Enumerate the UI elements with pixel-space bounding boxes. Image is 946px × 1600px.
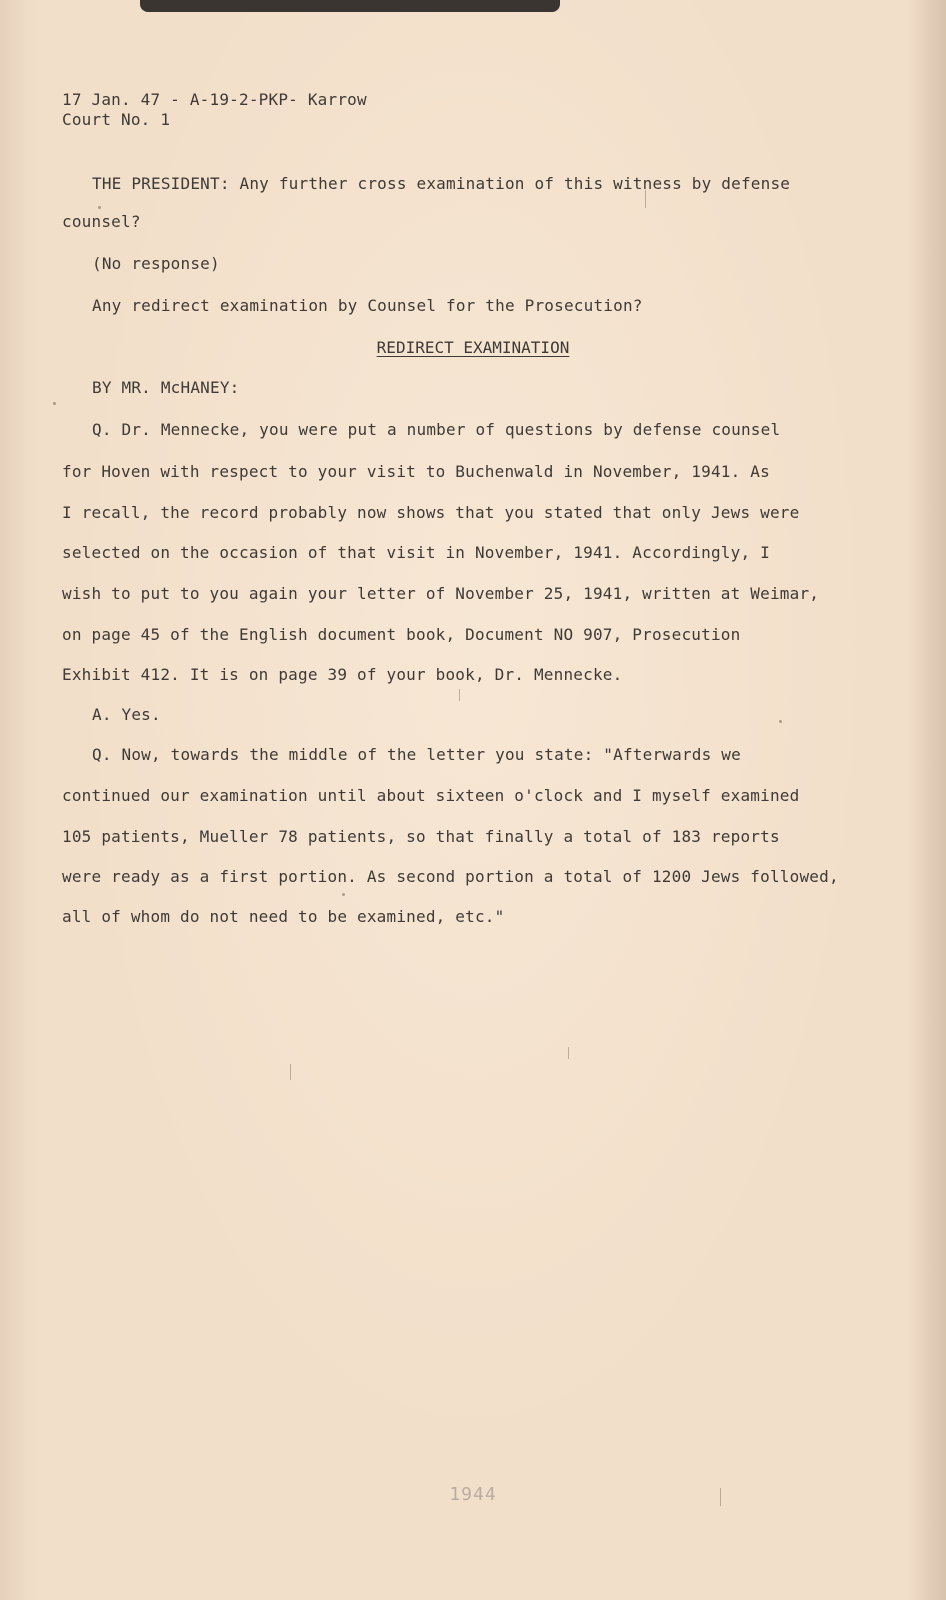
paper-mark [720,1488,721,1506]
paper-mark [568,1047,569,1059]
paper-speck [98,206,101,209]
question-1-line-1: Q. Dr. Mennecke, you were put a number of questions by defense counsel [92,420,781,439]
paper-speck [342,893,345,896]
question-2-line-3: 105 patients, Mueller 78 patients, so that finally a total of 183 reports [62,827,780,846]
header-line-1: 17 Jan. 47 - A-19-2-PKP- Karrow [62,90,367,109]
question-1-line-4: selected on the occasion of that visit in November, 1941. Accordingly, I [62,543,770,562]
question-2-line-5: all of whom do not need to be examined, etc." [62,907,505,926]
question-2-line-4: were ready as a first portion. As second portion a total of 1200 Jews followed, [62,867,839,886]
header-line-2: Court No. 1 [62,110,171,129]
paper-mark [645,190,646,208]
answer-1-line: A. Yes. [92,705,161,724]
page-number: 1944 [449,1484,497,1505]
document-header [62,90,367,130]
redirect-question-line: Any redirect examination by Counsel for the Prosecution? [92,296,643,315]
paper-mark [459,689,460,701]
question-1-line-7: Exhibit 412. It is on page 39 of your book, Dr. Mennecke. [62,665,623,684]
question-2-line-1: Q. Now, towards the middle of the letter you state: "Afterwards we [92,745,741,764]
no-response-line: (No response) [92,254,220,273]
question-1-line-3: I recall, the record probably now shows that you stated that only Jews were [62,503,800,522]
president-line-1: THE PRESIDENT: Any further cross examination of this witness by defense [92,174,791,193]
paper-speck [779,720,782,723]
question-2-line-2: continued our examination until about sixteen o'clock and I myself examined [62,786,800,805]
question-1-line-6: on page 45 of the English document book, Document NO 907, Prosecution [62,625,741,644]
paper-speck [53,402,56,405]
question-1-line-5: wish to put to you again your letter of November 25, 1941, written at Weimar, [62,584,820,603]
president-line-2: counsel? [62,212,141,231]
by-line: BY MR. McHANEY: [92,378,240,397]
paper-mark [290,1064,291,1080]
question-1-line-2: for Hoven with respect to your visit to Buchenwald in November, 1941. As [62,462,770,481]
redirect-heading: REDIRECT EXAMINATION [376,338,570,357]
